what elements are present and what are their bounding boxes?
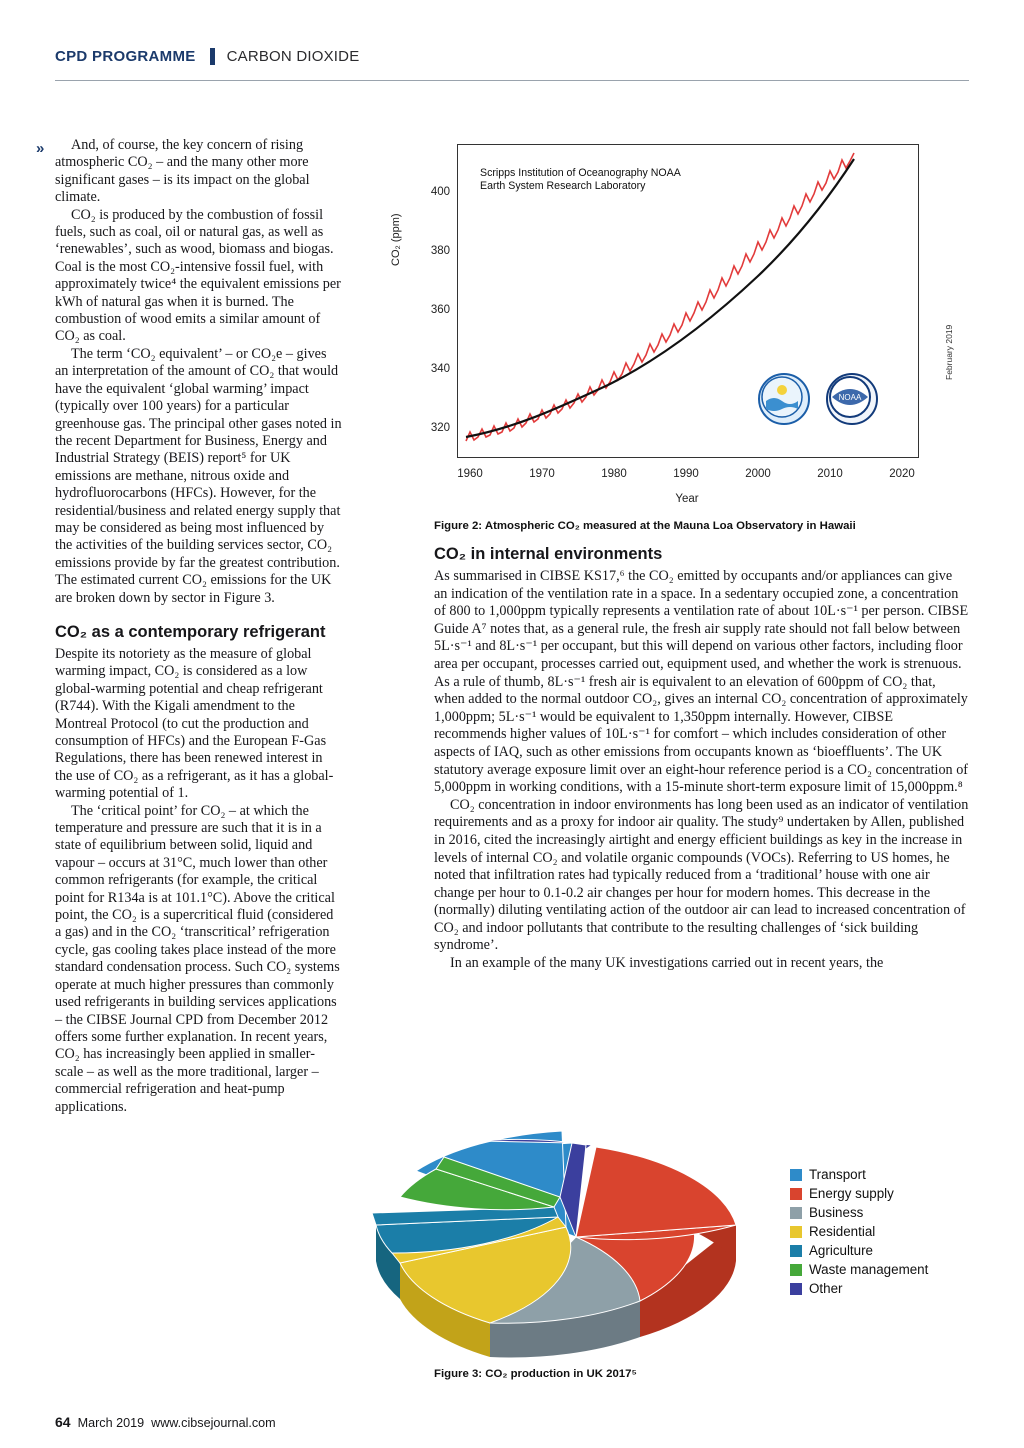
pie-chart-svg [340, 1085, 800, 1370]
section-heading-refrigerant: CO₂ as a contemporary refrigerant [55, 622, 326, 641]
figure-3-caption: Figure 3: CO₂ production in UK 2017⁵ [434, 1368, 637, 1380]
figure-2-chart [390, 130, 969, 530]
paragraph: Despite its notoriety as the measure of global warming impact, CO₂ is considered as a low global-warming potential and cheap refrigerant (R744). With the Kigali amendment to the Montreal Protocol (to cut the production and consumption of HFCs) and the European F-Gas Regulations, there has been renewed interest in the use of CO₂ as a refrigerant, as it has a global-warming potential of 1. [55, 645, 334, 802]
legend-item [790, 1222, 928, 1241]
paragraph: And, of course, the key concern of rising atmospheric CO₂ – and the many other more significant gases – is its impact on the global climate. [55, 137, 310, 206]
legend-label: Business [809, 1205, 864, 1220]
legend-swatch-energy-supply [790, 1188, 802, 1200]
legend-item [790, 1203, 928, 1222]
footer-page-number: 64 [55, 1414, 71, 1430]
legend-item [790, 1260, 928, 1279]
page-header [55, 48, 969, 65]
legend-label: Waste management [809, 1262, 929, 1277]
scripps-logo-icon [758, 373, 810, 425]
paragraph: As summarised in CIBSE KS17,⁶ the CO₂ emitted by occupants and/or appliances can give an indication of the ventilation rate in a space. In a sedentary occupied zone, a concentration of 800 to 1,000ppm typically represents a ventilation rate of about 10L·s⁻¹ per person. CIBSE Guide A⁷ notes that, as a general rule, the fresh air supply rate should not fall below between 5L·s⁻¹ and 8L·s⁻¹ per occupant, but this will depend on various other factors, including floor area per occupant, processes carried out, equipment used, and whether the work is strenuous. As a rule of thumb, 8L·s⁻¹ fresh air is equivalent to an elevation of 600ppm of CO₂ that, when added to the normal outdoor CO₂, gives an internal CO₂ concentration of approximately 1,000ppm; 5L·s⁻¹ would be equivalent to 1,350ppm internally. However, CIBSE recommends higher values of 10L·s⁻¹ for comfort – which includes consideration of other aspects of IAQ, such as other emissions from occupants known as ‘bioeffluents’. The UK statutory average exposure limit over an eight-hour reference period is a CO₂ concentration of 5,000ppm in working conditions, with a 15-minute short-term exposure limit of 15,000ppm.⁸ [434, 568, 969, 796]
chart-x-tick: 1980 [601, 468, 627, 480]
chart-y-tick: 360 [430, 304, 450, 316]
section-heading-internal-environments: CO₂ in internal environments [434, 545, 663, 563]
footer-issue: March 2019 [77, 1416, 145, 1430]
right-text-column [434, 545, 969, 973]
chart-y-axis-label: CO₂ (ppm) [390, 213, 402, 266]
chart-y-tick: 380 [430, 245, 450, 257]
legend-swatch-other [790, 1283, 802, 1295]
paragraph: The ‘critical point’ for CO₂ – at which the temperature and pressure are such that it is in a state of equilibrium between solid, liquid and vapour – occurs at 31°C, much lower than other common refrigerants (for example, the critical point for R134a is at 101.1°C). Above the critical point, the CO₂ is a supercritical fluid (considered a gas) and in the CO₂ ‘transcritical’ refrigeration cycle, gas cooling takes place instead of the more standard condensation process. Such CO₂ systems operate at much higher pressures than commonly used refrigerants in building services applications – the CIBSE Journal CPD from December 2012 offers some further explanation. In recent years, CO₂ has increasingly been applied in smaller-scale – as well as the more traditional, larger – commercial refrigeration and heat-pump applications. [55, 802, 340, 1115]
header-rule [55, 80, 969, 81]
header-divider-bar [210, 48, 215, 65]
chart-x-axis-label: Year [675, 493, 699, 505]
legend-item [790, 1279, 928, 1298]
paragraph: The term ‘CO₂ equivalent’ – or CO₂e – gives an interpretation of the amount of CO₂ that would have the equivalent ‘global warming’ impact (typically over 100 years) for a particular greenhouse gas. The principal other gases noted in the recent Department for Business, Energy and Industrial Strategy (BEIS) report⁵ for UK emissions are methane, nitrous oxide and hydrofluorocarbons (HFCs). However, for the residential/business and related energy supply that may be considered as being most influenced by the activities of the building services sector, CO₂ emissions provide by far the greatest contribution. The estimated current CO₂ emissions for the UK are broken down by sector in Figure 3. [55, 345, 342, 606]
chart-x-tick: 2000 [745, 468, 771, 480]
paragraph: CO₂ is produced by the combustion of fossil fuels, such as coal, oil or natural gas, as well as ‘renewables’, such as wood, biomass and biogas. Coal is the most CO₂-intensive fossil fuel, with approximately twice⁴ the equivalent emissions per kWh of natural gas when it is burned. The combustion of wood emits a similar amount of CO₂ as coal. [55, 206, 341, 345]
pie-legend [790, 1165, 928, 1298]
page-footer [55, 1414, 276, 1430]
chart-y-tick: 320 [430, 422, 450, 434]
header-topic-label: CARBON DIOXIDE [226, 48, 360, 65]
legend-swatch-waste-management [790, 1264, 802, 1276]
chart-x-tick: 2020 [889, 468, 915, 480]
figure-2-caption: Figure 2: Atmospheric CO₂ measured at the Mauna Loa Observatory in Hawaii [434, 520, 856, 532]
legend-swatch-business [790, 1207, 802, 1219]
header-program-label: CPD PROGRAMME [55, 48, 196, 65]
legend-item [790, 1165, 928, 1184]
chart-datestamp: February 2019 [944, 324, 954, 380]
chart-x-tick: 1970 [529, 468, 555, 480]
legend-label: Residential [809, 1224, 876, 1239]
legend-item [790, 1241, 928, 1260]
legend-label: Other [809, 1281, 843, 1296]
left-text-column [55, 137, 343, 1116]
noaa-logo-icon [826, 373, 878, 425]
figure-3-chart [340, 1085, 970, 1385]
chart-y-tick: 400 [430, 186, 450, 198]
legend-item [790, 1184, 928, 1203]
chart-x-tick: 1960 [457, 468, 483, 480]
chart-credit-line-1: Scripps Institution of Oceanography NOAA [480, 167, 681, 179]
legend-swatch-agriculture [790, 1245, 802, 1257]
legend-swatch-residential [790, 1226, 802, 1238]
legend-label: Transport [809, 1167, 866, 1182]
chart-credit-text [480, 167, 681, 193]
chart-credit-line-2: Earth System Research Laboratory [480, 180, 646, 192]
footer-website[interactable]: www.cibsejournal.com [151, 1416, 276, 1430]
legend-swatch-transport [790, 1169, 802, 1181]
legend-label: Agriculture [809, 1243, 874, 1258]
pullquote-chevron-icon: » [36, 140, 45, 157]
svg-text:NOAA: NOAA [838, 393, 862, 402]
legend-label: Energy supply [809, 1186, 894, 1201]
chart-y-tick: 340 [430, 363, 450, 375]
chart-x-tick: 2010 [817, 468, 843, 480]
paragraph: In an example of the many UK investigations carried out in recent years, the [450, 955, 884, 972]
chart-x-tick: 1990 [673, 468, 699, 480]
paragraph: CO₂ concentration in indoor environments has long been used as an indicator of ventilation requirements and as a proxy for indoor air quality. The study⁹ undertaken by Allen, published in 2016, cited the increasingly airtight and energy efficient buildings as key in the increase in levels of internal CO₂ and volatile organic compounds (VOCs). Referring to US homes, he noted that infiltration rates had typically reduced from a ‘traditional’ house with one air change per hour to 0.1-0.2 air changes per hour for modern homes. This decrease in the (normally) diluting ventilating action of the outdoor air can lead to increased concentration of CO₂ and indoor pollutants that contribute to the resulting challenges of ‘sick building syndrome’. [434, 796, 969, 954]
chart-plot-area [457, 144, 919, 458]
